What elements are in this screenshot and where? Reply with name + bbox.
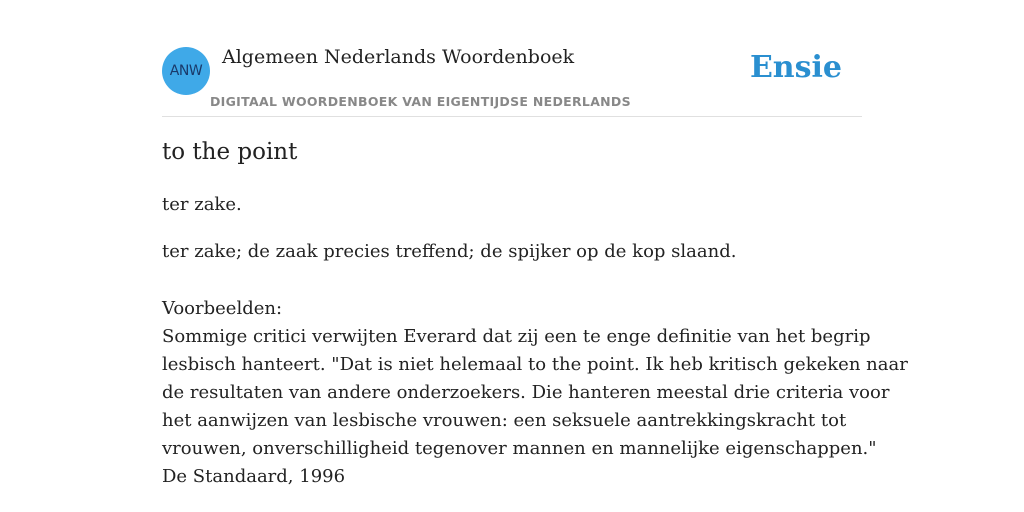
site-subtitle: DIGITAAL WOORDENBOEK VAN EIGENTIJDSE NEDERLANDS (210, 94, 631, 109)
short-definition: ter zake. (162, 194, 242, 215)
examples-label: Voorbeelden: (162, 298, 283, 319)
example-line: lesbisch hanteert. "Dat is niet helemaal to the point. Ik heb kritisch gekeken naar (162, 354, 908, 375)
page-container (162, 0, 908, 487)
ensie-brand-link[interactable]: Ensie (749, 50, 842, 85)
examples-block (162, 295, 908, 491)
example-line: Sommige critici verwijten Everard dat zij een te enge definitie van het begrip (162, 326, 871, 347)
example-line: vrouwen, onverschilligheid tegenover mannen en mannelijke eigenschappen." (162, 438, 877, 459)
site-header (162, 0, 862, 117)
long-definition: ter zake; de zaak precies treffend; de spijker op de kop slaand. (162, 241, 737, 262)
example-line: de resultaten van andere onderzoekers. Die hanteren meestal drie criteria voor (162, 382, 890, 403)
example-line: het aanwijzen van lesbische vrouwen: een seksuele aantrekkingskracht tot (162, 410, 847, 431)
site-title[interactable]: Algemeen Nederlands Woordenboek (222, 46, 575, 68)
anw-logo[interactable]: ANW (162, 47, 210, 95)
entry-term: to the point (162, 139, 298, 165)
example-source: De Standaard, 1996 (162, 466, 346, 487)
